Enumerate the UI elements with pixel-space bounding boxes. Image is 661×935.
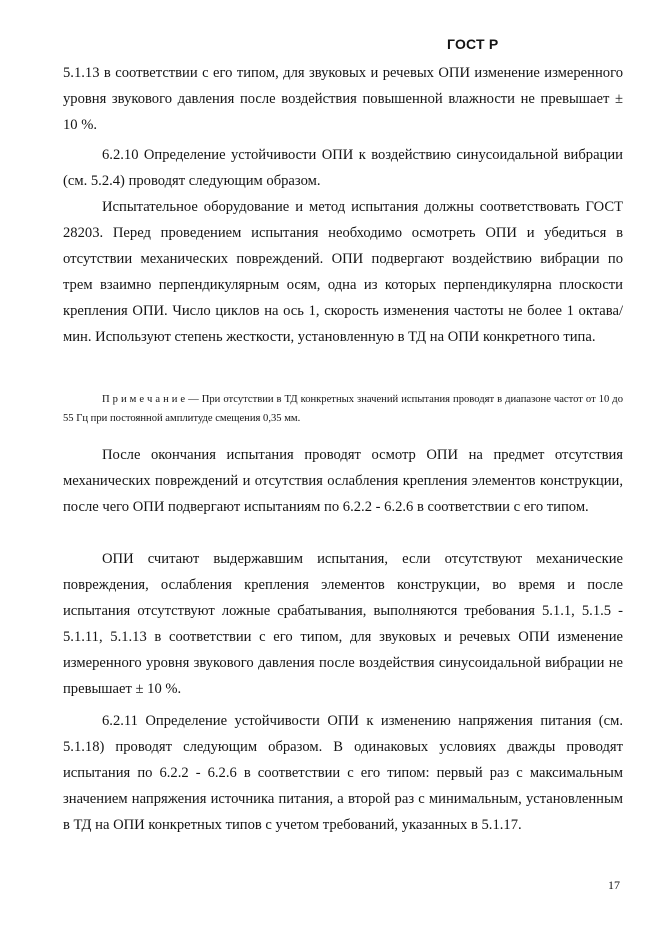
paragraph-after-test: После окончания испытания проводят осмотр ОПИ на предмет отсутствия механических повреждений и отсутствия ослабления крепления элементов конструкции, после чего ОПИ подвергают испытаниям по 6.2.2 - 6.2.6 в соответствии с его типом.: [63, 447, 623, 515]
note-block: [63, 390, 623, 428]
note-label: П р и м е ч а н и е: [102, 394, 186, 405]
paragraph-6-2-11: 6.2.11 Определение устойчивости ОПИ к изменению напряжения питания (см. 5.1.18) проводят следующим образом. В одинаковых условиях дважды проводят испытания по 6.2.2 - 6.2.6 в соответствии с его типом: первый раз с максимальным значением напряжения источника питания, а второй раз с минимальным, установленным в ТД на ОПИ конкретных типов с учетом требований, указанных в 5.1.17.: [63, 713, 623, 833]
note-text: — При отсутствии в ТД конкретных значений испытания проводят в диапазоне частот от 10 до 55 Гц при постоянной амплитуде смещения 0,35 мм.: [63, 394, 623, 424]
document-header: ГОСТ Р: [447, 36, 499, 52]
page-number: 17: [608, 878, 620, 892]
paragraph-6-2-10: 6.2.10 Определение устойчивости ОПИ к воздействию синусоидальной вибрации (см. 5.2.4) проводят следующим образом.: [63, 147, 623, 189]
paragraph-test-equipment: Испытательное оборудование и метод испытания должны соответствовать ГОСТ 28203. Перед проведением испытания необходимо осмотреть ОПИ и убедиться в отсутствии механических повреждений. ОПИ подвергают воздействию вибрации по трем взаимно перпендикулярным осям, одна из которых перпендикулярна плоскости крепления ОПИ. Число циклов на ось 1, скорость изменения частоты не более 1 октава/мин. Используют степень жесткости, установленную в ТД на ОПИ конкретного типа.: [63, 199, 623, 345]
paragraph-pass-criteria: ОПИ считают выдержавшим испытания, если отсутствуют механические повреждения, ослабления крепления элементов конструкции, во время и после испытания отсутствуют ложные срабатывания, выполняются требования 5.1.1, 5.1.5 - 5.1.11, 5.1.13 в соответствии с его типом, для звуковых и речевых ОПИ изменение измеренного уровня звукового давления после воздействия синусоидальной вибрации не превышает ± 10 %.: [63, 551, 623, 697]
paragraph-humidity-result: 5.1.13 в соответствии с его типом, для звуковых и речевых ОПИ изменение измеренного уровня звукового давления после воздействия повышенной влажности не превышает ± 10 %.: [63, 65, 623, 133]
